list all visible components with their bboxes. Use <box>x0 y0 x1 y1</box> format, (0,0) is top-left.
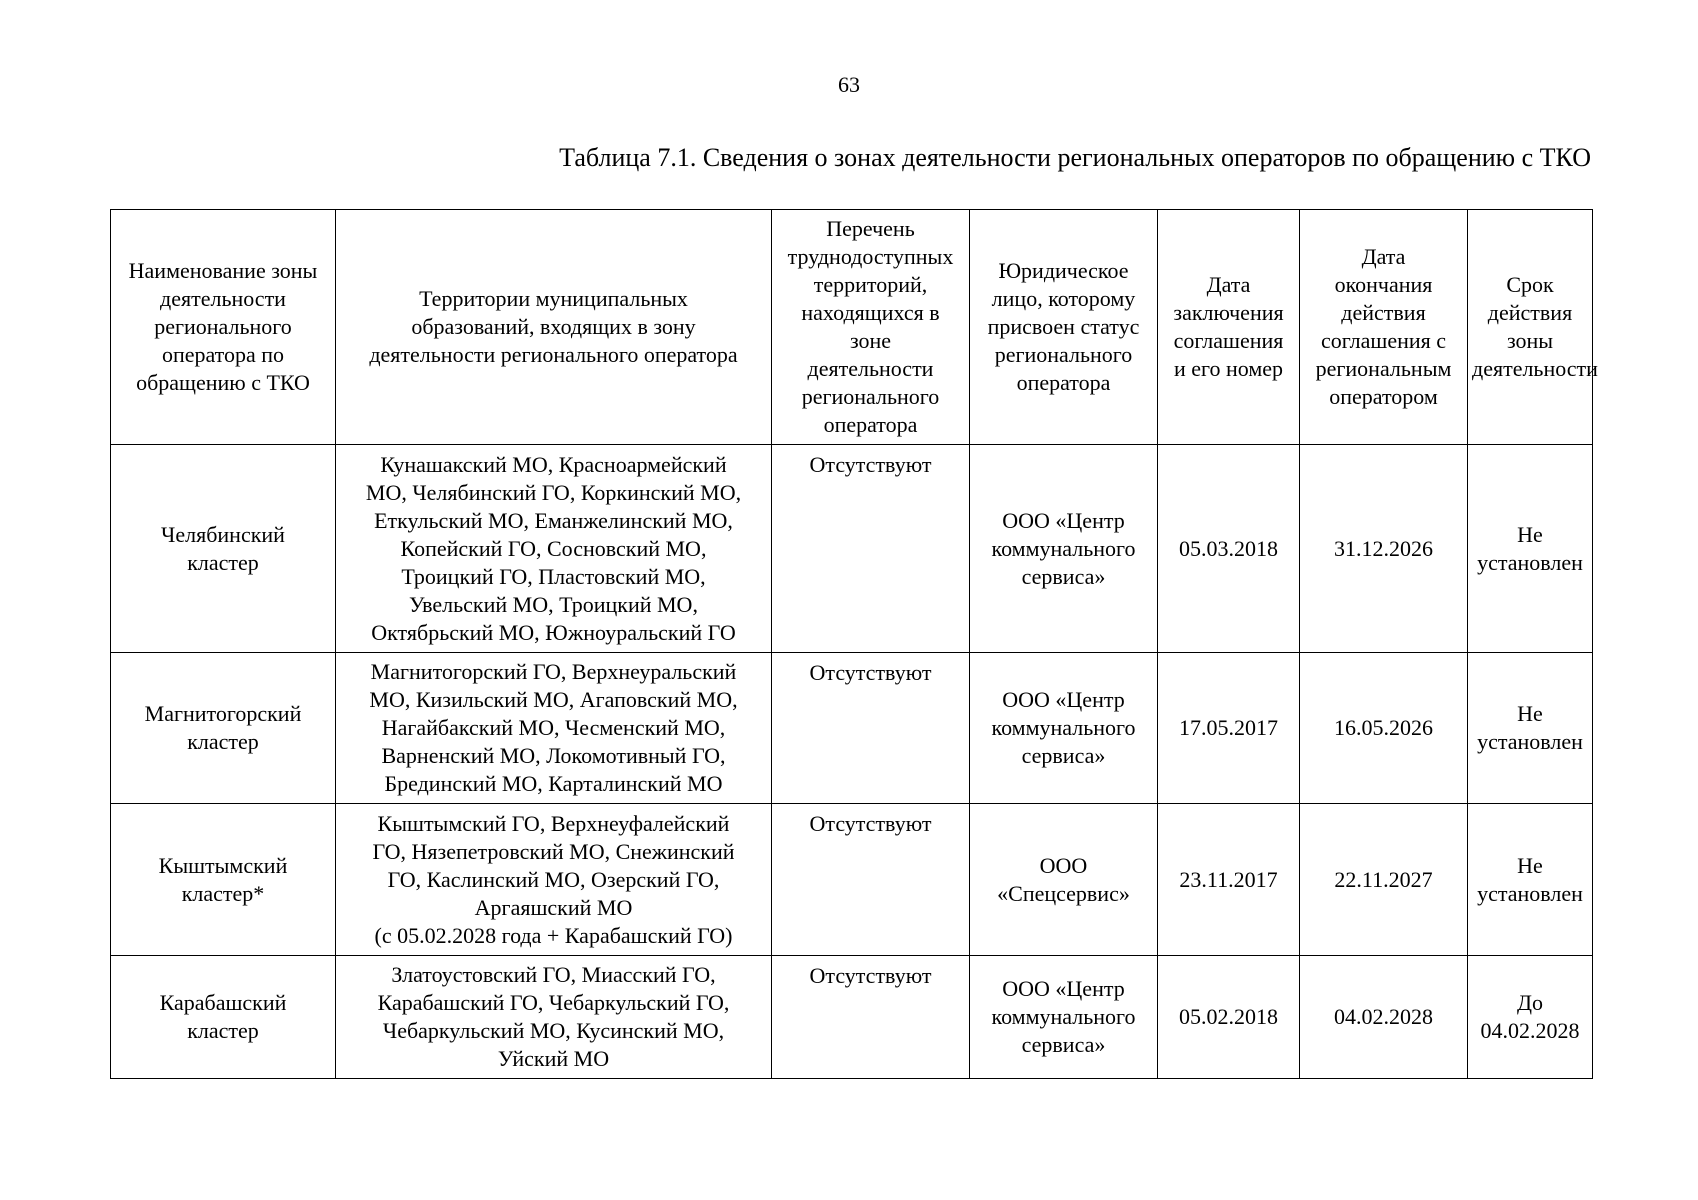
table-header-row <box>111 210 1593 445</box>
table-title: Таблица 7.1. Сведения о зонах деятельности региональных операторов по обращению с ТКО <box>559 143 1591 172</box>
cell-date-end: 16.05.2026 <box>1300 653 1468 804</box>
cell-operator: ООО «Спецсервис» <box>970 804 1158 956</box>
cell-date-end: 04.02.2028 <box>1300 956 1468 1079</box>
cell-operator: ООО «Центр коммунального сервиса» <box>970 653 1158 804</box>
cell-remote: Отсутствуют <box>772 956 970 1079</box>
header-legal-entity: Юридическое лицо, которому присвоен статус регионального оператора <box>970 210 1158 445</box>
table-row <box>111 445 1593 653</box>
cell-term: Не установлен <box>1468 804 1593 956</box>
header-remote-territories: Перечень труднодоступных территорий, находящихся в зоне деятельности регионального оператора <box>772 210 970 445</box>
cell-date-start: 23.11.2017 <box>1158 804 1300 956</box>
cell-zone: Магнитогорский кластер <box>111 653 336 804</box>
cell-zone: Карабашский кластер <box>111 956 336 1079</box>
table-row <box>111 956 1593 1079</box>
table-row <box>111 804 1593 956</box>
cell-zone: Челябинский кластер <box>111 445 336 653</box>
cell-operator: ООО «Центр коммунального сервиса» <box>970 956 1158 1079</box>
header-zone-name: Наименование зоны деятельности регионального оператора по обращению с ТКО <box>111 210 336 445</box>
cell-territories: Кунашакский МО, Красноармейский МО, Челябинский ГО, Коркинский МО, Еткульский МО, Еманжелинский МО, Копейский ГО, Сосновский МО, Троицкий ГО, Пластовский МО, Увельский МО, Троицкий МО, Октябрьский МО, Южноуральский ГО <box>336 445 772 653</box>
page-number: 63 <box>838 72 860 97</box>
cell-term: Не установлен <box>1468 445 1593 653</box>
header-zone-term: Срок действия зоны деятельности <box>1468 210 1593 445</box>
cell-territories: Кыштымский ГО, Верхнеуфалейский ГО, Нязепетровский МО, Снежинский ГО, Каслинский МО, Озерский ГО, Аргаяшский МО (с 05.02.2028 года + Карабашский ГО) <box>336 804 772 956</box>
cell-territories: Златоустовский ГО, Миасский ГО, Карабашский ГО, Чебаркульский ГО, Чебаркульский МО, Кусинский МО, Уйский МО <box>336 956 772 1079</box>
header-territories: Территории муниципальных образований, входящих в зону деятельности регионального оператора <box>336 210 772 445</box>
cell-date-start: 05.03.2018 <box>1158 445 1300 653</box>
cell-date-end: 31.12.2026 <box>1300 445 1468 653</box>
cell-term: До 04.02.2028 <box>1468 956 1593 1079</box>
cell-territories: Магнитогорский ГО, Верхнеуральский МО, Кизильский МО, Агаповский МО, Нагайбакский МО, Чесменский МО, Варненский МО, Локомотивный ГО, Брединский МО, Карталинский МО <box>336 653 772 804</box>
cell-date-start: 17.05.2017 <box>1158 653 1300 804</box>
header-agreement-date: Дата заключения соглашения и его номер <box>1158 210 1300 445</box>
table-row <box>111 653 1593 804</box>
cell-remote: Отсутствуют <box>772 445 970 653</box>
cell-date-end: 22.11.2027 <box>1300 804 1468 956</box>
cell-date-start: 05.02.2018 <box>1158 956 1300 1079</box>
header-agreement-end-date: Дата окончания действия соглашения с региональным оператором <box>1300 210 1468 445</box>
cell-operator: ООО «Центр коммунального сервиса» <box>970 445 1158 653</box>
cell-zone: Кыштымский кластер* <box>111 804 336 956</box>
cell-remote: Отсутствуют <box>772 653 970 804</box>
zones-table <box>110 209 1598 1079</box>
cell-term: Не установлен <box>1468 653 1593 804</box>
cell-remote: Отсутствуют <box>772 804 970 956</box>
